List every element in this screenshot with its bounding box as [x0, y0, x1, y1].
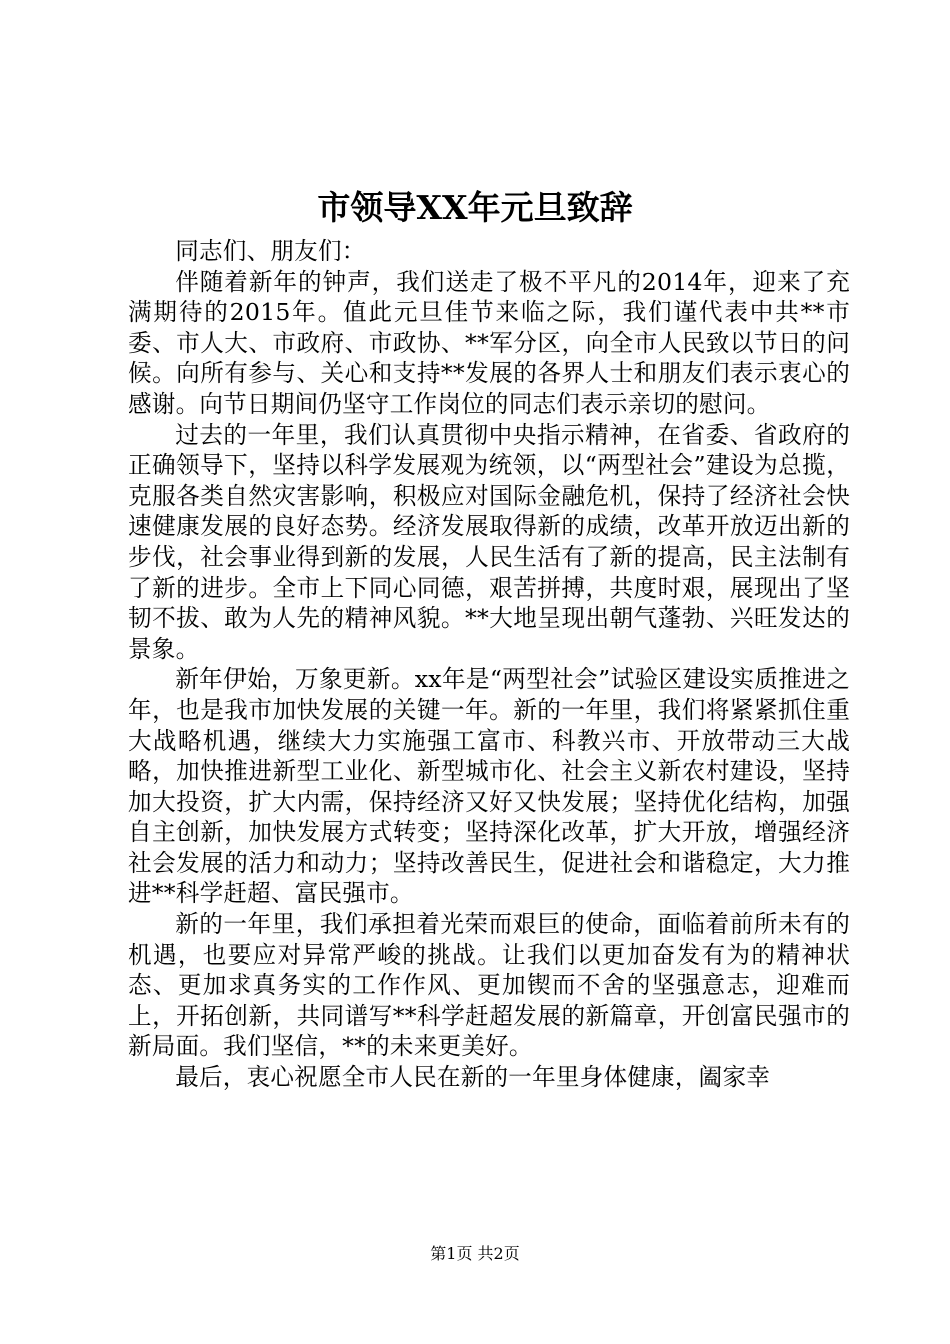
body-paragraph: 新的一年里，我们承担着光荣而艰巨的使命，面临着前所未有的机遇，也要应对异常严峻的挑战。让我们以更加奋发有为的精神状态、更加求真务实的工作作风、更加锲而不舍的坚强意志，迎难而上，开拓创新，共同谱写**科学赶超发展的新篇章，开创富民强市的新局面。我们坚信，**的未来更美好。 [128, 910, 850, 1061]
greeting-paragraph: 同志们、朋友们： [175, 237, 366, 265]
page-footer: 第1页 共2页 [430, 1244, 520, 1263]
document-title: 市领导XX年元旦致辞 [317, 188, 633, 227]
body-paragraph: 过去的一年里，我们认真贯彻中央指示精神，在省委、省政府的正确领导下，坚持以科学发展观为统领，以“两型社会”建设为总揽，克服各类自然灾害影响，积极应对国际金融危机，保持了经济社会快速健康发展的良好态势。经济发展取得新的成绩，改革开放迈出新的步伐，社会事业得到新的发展，人民生活有了新的提高，民主法制有了新的进步。全市上下同心同德，艰苦拼搏，共度时艰，展现出了坚韧不拔、敢为人先的精神风貌。**大地呈现出朝气蓬勃、兴旺发达的景象。 [128, 420, 850, 663]
document-body [128, 236, 850, 1093]
body-paragraph: 新年伊始，万象更新。xx年是“两型社会”试验区建设实质推进之年，也是我市加快发展的关键一年。新的一年里，我们将紧紧抓住重大战略机遇，继续大力实施强工富市、科教兴市、开放带动三大战略，加快推进新型工业化、新型城市化、社会主义新农村建设，坚持加大投资，扩大内需，保持经济又好又快发展；坚持优化结构，加强自主创新，加快发展方式转变；坚持深化改革，扩大开放，增强经济社会发展的活力和动力；坚持改善民生，促进社会和谐稳定，大力推进**科学赶超、富民强市。 [128, 665, 850, 908]
body-paragraph: 伴随着新年的钟声，我们送走了极不平凡的2014年，迎来了充满期待的2015年。值此元旦佳节来临之际，我们谨代表中共**市委、市人大、市政府、市政协、**军分区，向全市人民致以节日的问候。向所有参与、关心和支持**发展的各界人士和朋友们表示衷心的感谢。向节日期间仍坚守工作岗位的同志们表示亲切的慰问。 [128, 267, 850, 418]
closing-paragraph: 最后，衷心祝愿全市人民在新的一年里身体健康，阖家幸 [175, 1063, 771, 1092]
